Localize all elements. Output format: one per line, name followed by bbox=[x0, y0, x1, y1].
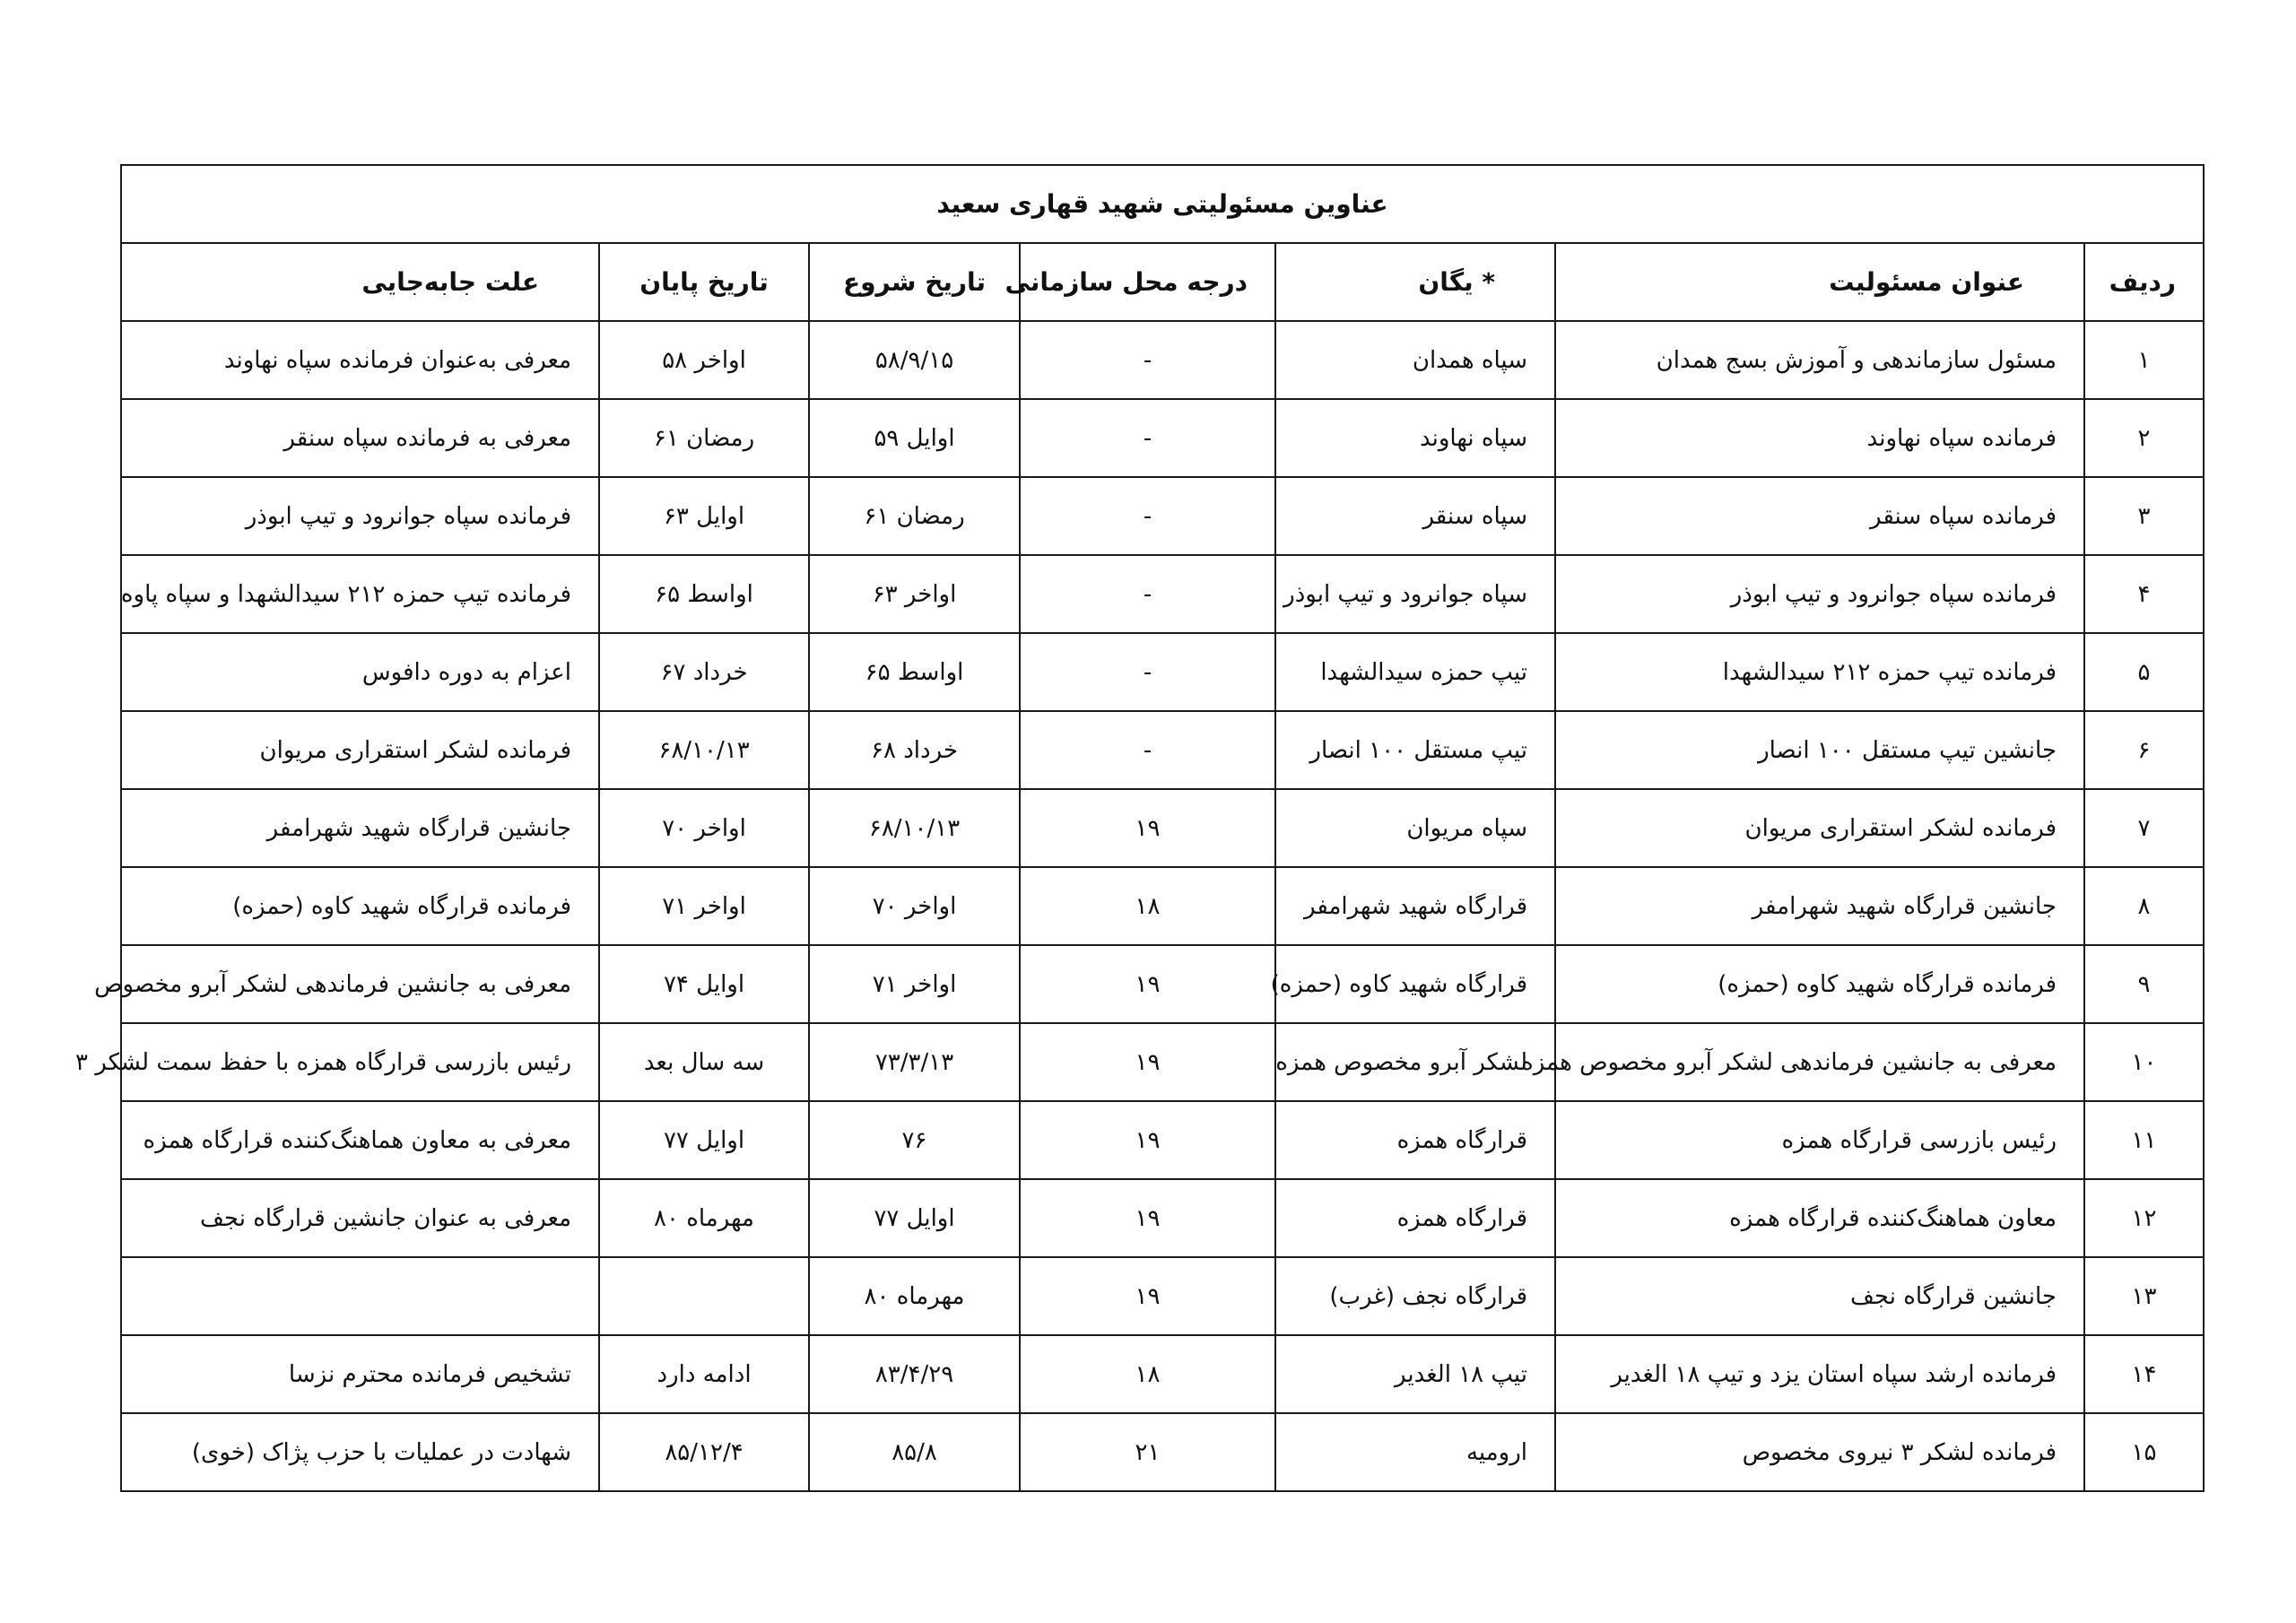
cell-unit: تیپ حمزه سیدالشهدا bbox=[1275, 633, 1555, 711]
table-row bbox=[121, 1335, 2204, 1413]
cell-unit: ارومیه bbox=[1275, 1413, 1555, 1491]
title-row bbox=[121, 165, 2204, 243]
cell-end-date: اوایل ۶۳ bbox=[599, 477, 809, 555]
cell-organizational-degree: ۱۹ bbox=[1020, 1179, 1275, 1257]
cell-end-date bbox=[599, 1257, 809, 1335]
cell-start-date: اواخر ۶۳ bbox=[809, 555, 1020, 633]
table-row bbox=[121, 1101, 2204, 1179]
table-row bbox=[121, 1179, 2204, 1257]
table-row bbox=[121, 789, 2204, 867]
cell-responsibility-title: فرمانده لشکر استقراری مریوان bbox=[1555, 789, 2084, 867]
responsibilities-table bbox=[75, 164, 2205, 1492]
cell-row-number: ۸ bbox=[2084, 867, 2204, 945]
cell-row-number: ۹ bbox=[2084, 945, 2204, 1023]
cell-responsibility-title: رئیس بازرسی قرارگاه همزه bbox=[1555, 1101, 2084, 1179]
cell-end-date: اوایل ۷۷ bbox=[599, 1101, 809, 1179]
cell-row-number: ۴ bbox=[2084, 555, 2204, 633]
header-row-number: ردیف bbox=[2084, 243, 2204, 321]
cell-end-date: اواخر ۷۰ bbox=[599, 789, 809, 867]
cell-transfer-reason: معرفی به جانشین فرماندهی لشکر آبرو مخصوص bbox=[121, 945, 599, 1023]
table-title: عناوین مسئولیتی شهید قهاری سعید bbox=[121, 165, 2204, 243]
header-transfer-reason: علت جابه‌جایی bbox=[121, 243, 599, 321]
cell-responsibility-title: فرمانده تیپ حمزه ۲۱۲ سیدالشهدا bbox=[1555, 633, 2084, 711]
cell-responsibility-title: معاون هماهنگ‌کننده قرارگاه همزه bbox=[1555, 1179, 2084, 1257]
cell-unit: سپاه جوانرود و تیپ ابوذر bbox=[1275, 555, 1555, 633]
cell-transfer-reason: معرفی به معاون هماهنگ‌کننده قرارگاه همزه bbox=[121, 1101, 599, 1179]
cell-start-date: ۸۵/۸ bbox=[809, 1413, 1020, 1491]
cell-end-date: سه سال بعد bbox=[599, 1023, 809, 1101]
cell-start-date: رمضان ۶۱ bbox=[809, 477, 1020, 555]
cell-responsibility-title: فرمانده سپاه سنقر bbox=[1555, 477, 2084, 555]
cell-end-date: اواخر ۷۱ bbox=[599, 867, 809, 945]
table-row bbox=[121, 711, 2204, 789]
header-responsibility-title: عنوان مسئولیت bbox=[1555, 243, 2084, 321]
cell-transfer-reason: شهادت در عملیات با حزب پژاک (خوی) bbox=[121, 1413, 599, 1491]
cell-end-date: ۶۸/۱۰/۱۳ bbox=[599, 711, 809, 789]
table-row bbox=[121, 1257, 2204, 1335]
cell-unit: تیپ مستقل ۱۰۰ انصار bbox=[1275, 711, 1555, 789]
cell-row-number: ۱۱ bbox=[2084, 1101, 2204, 1179]
cell-organizational-degree: ۱۸ bbox=[1020, 1335, 1275, 1413]
cell-organizational-degree: - bbox=[1020, 633, 1275, 711]
table-row bbox=[121, 555, 2204, 633]
cell-unit: سپاه نهاوند bbox=[1275, 399, 1555, 477]
cell-organizational-degree: - bbox=[1020, 555, 1275, 633]
cell-transfer-reason bbox=[121, 1257, 599, 1335]
header-end-date: تاریخ پایان bbox=[599, 243, 809, 321]
cell-row-number: ۱۰ bbox=[2084, 1023, 2204, 1101]
header-row bbox=[121, 243, 2204, 321]
cell-transfer-reason: رئیس بازرسی قرارگاه همزه با حفظ سمت لشکر ۳ bbox=[121, 1023, 599, 1101]
cell-unit: قرارگاه همزه bbox=[1275, 1101, 1555, 1179]
cell-transfer-reason: معرفی به عنوان جانشین قرارگاه نجف bbox=[121, 1179, 599, 1257]
cell-organizational-degree: ۱۸ bbox=[1020, 867, 1275, 945]
cell-unit: سپاه مریوان bbox=[1275, 789, 1555, 867]
cell-start-date: اواخر ۷۱ bbox=[809, 945, 1020, 1023]
cell-transfer-reason: تشخیص فرمانده محترم نزسا bbox=[121, 1335, 599, 1413]
cell-transfer-reason: فرمانده لشکر استقراری مریوان bbox=[121, 711, 599, 789]
cell-responsibility-title: جانشین قرارگاه شهید شهرامفر bbox=[1555, 867, 2084, 945]
cell-responsibility-title: فرمانده قرارگاه شهید کاوه (حمزه) bbox=[1555, 945, 2084, 1023]
cell-start-date: ۶۸/۱۰/۱۳ bbox=[809, 789, 1020, 867]
cell-unit: قرارگاه همزه bbox=[1275, 1179, 1555, 1257]
cell-responsibility-title: فرمانده لشکر ۳ نیروی مخصوص bbox=[1555, 1413, 2084, 1491]
cell-transfer-reason: معرفی به‌عنوان فرمانده سپاه نهاوند bbox=[121, 321, 599, 399]
cell-responsibility-title: فرمانده سپاه جوانرود و تیپ ابوذر bbox=[1555, 555, 2084, 633]
cell-row-number: ۵ bbox=[2084, 633, 2204, 711]
cell-transfer-reason: فرمانده سپاه جوانرود و تیپ ابوذر bbox=[121, 477, 599, 555]
cell-end-date: اواسط ۶۵ bbox=[599, 555, 809, 633]
cell-unit: تیپ ۱۸ الغدیر bbox=[1275, 1335, 1555, 1413]
table-row bbox=[121, 867, 2204, 945]
cell-organizational-degree: - bbox=[1020, 399, 1275, 477]
cell-responsibility-title: جانشین قرارگاه نجف bbox=[1555, 1257, 2084, 1335]
cell-end-date: رمضان ۶۱ bbox=[599, 399, 809, 477]
cell-row-number: ۱۵ bbox=[2084, 1413, 2204, 1491]
cell-transfer-reason: فرمانده تیپ حمزه ۲۱۲ سیدالشهدا و سپاه پاوه bbox=[121, 555, 599, 633]
table-row bbox=[121, 399, 2204, 477]
cell-end-date: ادامه دارد bbox=[599, 1335, 809, 1413]
cell-row-number: ۷ bbox=[2084, 789, 2204, 867]
cell-start-date: ۷۳/۳/۱۳ bbox=[809, 1023, 1020, 1101]
cell-organizational-degree: ۱۹ bbox=[1020, 1257, 1275, 1335]
cell-row-number: ۱۲ bbox=[2084, 1179, 2204, 1257]
cell-unit: لشکر آبرو مخصوص همزه bbox=[1275, 1023, 1555, 1101]
cell-start-date: ۵۸/۹/۱۵ bbox=[809, 321, 1020, 399]
table-row bbox=[121, 321, 2204, 399]
cell-organizational-degree: - bbox=[1020, 321, 1275, 399]
cell-organizational-degree: ۱۹ bbox=[1020, 1023, 1275, 1101]
cell-organizational-degree: ۱۹ bbox=[1020, 789, 1275, 867]
cell-responsibility-title: فرمانده سپاه نهاوند bbox=[1555, 399, 2084, 477]
cell-end-date: ۸۵/۱۲/۴ bbox=[599, 1413, 809, 1491]
cell-start-date: خرداد ۶۸ bbox=[809, 711, 1020, 789]
cell-end-date: اوایل ۷۴ bbox=[599, 945, 809, 1023]
cell-row-number: ۱۴ bbox=[2084, 1335, 2204, 1413]
cell-start-date: مهرماه ۸۰ bbox=[809, 1257, 1020, 1335]
cell-start-date: ۷۶ bbox=[809, 1101, 1020, 1179]
cell-unit: سپاه همدان bbox=[1275, 321, 1555, 399]
cell-row-number: ۶ bbox=[2084, 711, 2204, 789]
table-body bbox=[75, 321, 2204, 1491]
cell-unit: قرارگاه شهید شهرامفر bbox=[1275, 867, 1555, 945]
table-row bbox=[121, 1413, 2204, 1491]
cell-end-date: خرداد ۶۷ bbox=[599, 633, 809, 711]
cell-start-date: اواسط ۶۵ bbox=[809, 633, 1020, 711]
table-row bbox=[121, 1023, 2204, 1101]
cell-start-date: ۸۳/۴/۲۹ bbox=[809, 1335, 1020, 1413]
cell-transfer-reason: اعزام به دوره دافوس bbox=[121, 633, 599, 711]
header-organizational-degree: درجه محل سازمانی bbox=[1020, 243, 1275, 321]
cell-responsibility-title: فرمانده ارشد سپاه استان یزد و تیپ ۱۸ الغدیر bbox=[1555, 1335, 2084, 1413]
cell-organizational-degree: ۲۱ bbox=[1020, 1413, 1275, 1491]
cell-row-number: ۱ bbox=[2084, 321, 2204, 399]
cell-transfer-reason: معرفی به فرمانده سپاه سنقر bbox=[121, 399, 599, 477]
table-row bbox=[121, 945, 2204, 1023]
cell-responsibility-title: مسئول سازماندهی و آموزش بسج همدان bbox=[1555, 321, 2084, 399]
cell-responsibility-title: جانشین تیپ مستقل ۱۰۰ انصار bbox=[1555, 711, 2084, 789]
cell-start-date: اوایل ۵۹ bbox=[809, 399, 1020, 477]
cell-unit: قرارگاه شهید کاوه (حمزه) bbox=[1275, 945, 1555, 1023]
cell-row-number: ۱۳ bbox=[2084, 1257, 2204, 1335]
document-page bbox=[75, 164, 2203, 1492]
cell-end-date: مهرماه ۸۰ bbox=[599, 1179, 809, 1257]
cell-transfer-reason: جانشین قرارگاه شهید شهرامفر bbox=[121, 789, 599, 867]
cell-transfer-reason: فرمانده قرارگاه شهید کاوه (حمزه) bbox=[121, 867, 599, 945]
header-start-date: تاریخ شروع bbox=[809, 243, 1020, 321]
table-row bbox=[121, 477, 2204, 555]
cell-start-date: اوایل ۷۷ bbox=[809, 1179, 1020, 1257]
cell-organizational-degree: - bbox=[1020, 711, 1275, 789]
cell-end-date: اواخر ۵۸ bbox=[599, 321, 809, 399]
cell-organizational-degree: - bbox=[1020, 477, 1275, 555]
cell-organizational-degree: ۱۹ bbox=[1020, 945, 1275, 1023]
cell-start-date: اواخر ۷۰ bbox=[809, 867, 1020, 945]
cell-organizational-degree: ۱۹ bbox=[1020, 1101, 1275, 1179]
cell-responsibility-title: معرفی به جانشین فرماندهی لشکر آبرو مخصوص همزه bbox=[1555, 1023, 2084, 1101]
cell-unit: قرارگاه نجف (غرب) bbox=[1275, 1257, 1555, 1335]
cell-unit: سپاه سنقر bbox=[1275, 477, 1555, 555]
table-row bbox=[121, 633, 2204, 711]
cell-row-number: ۳ bbox=[2084, 477, 2204, 555]
header-unit: * یگان bbox=[1275, 243, 1555, 321]
cell-row-number: ۲ bbox=[2084, 399, 2204, 477]
